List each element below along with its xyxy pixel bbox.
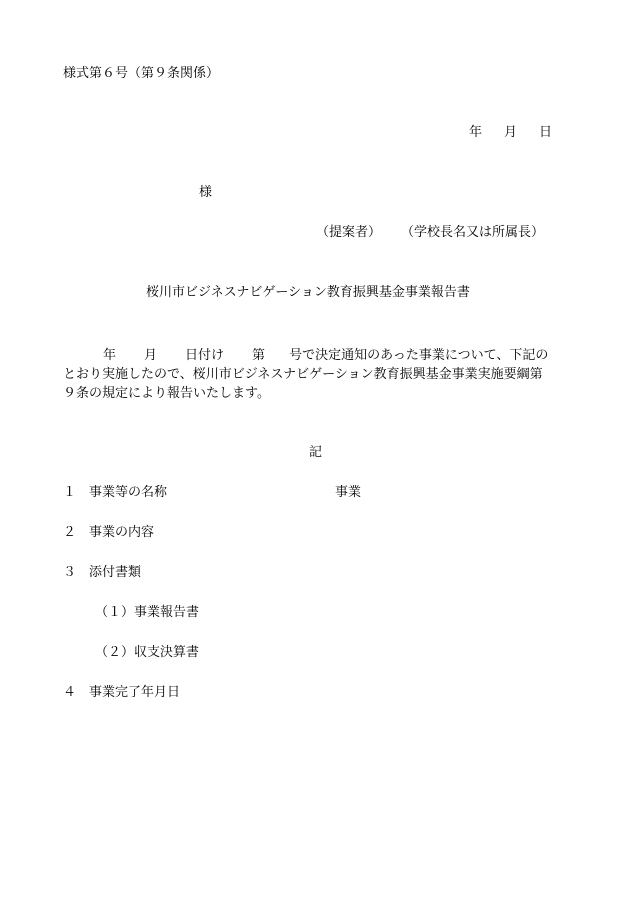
item-3 <box>63 566 141 579</box>
proposer-role: （学校長名又は所属長） <box>401 225 545 240</box>
document-title: 桜川市ビジネスナビゲーション教育振興基金事業報告書 <box>146 285 470 300</box>
body-dai: 第 <box>252 348 266 363</box>
attachment-1: （１）事業報告書 <box>95 605 200 620</box>
ki-heading: 記 <box>309 445 323 460</box>
proposer-line <box>316 226 544 239</box>
item-1-value: 事業 <box>335 485 362 500</box>
body-line-2: とおり実施したので、桜川市ビジネスナビゲーション教育振興基金事業実施要綱第 <box>63 367 543 382</box>
item-2-label: 事業の内容 <box>89 525 155 540</box>
item-1-label: 事業等の名称 <box>89 485 168 500</box>
body-paragraph <box>63 346 567 403</box>
item-3-label: 添付書類 <box>89 565 142 580</box>
body-dated: 日付け <box>185 348 225 363</box>
body-line-3: ９条の規定により報告いたします。 <box>63 386 270 401</box>
date-line <box>469 126 552 139</box>
date-month-label: 月 <box>504 125 518 140</box>
item-3-number: ３ <box>63 565 77 580</box>
item-2-number: ２ <box>63 525 77 540</box>
body-year: 年 <box>103 348 117 363</box>
proposer-label: （提案者） <box>316 225 382 240</box>
date-day-label: 日 <box>539 125 553 140</box>
item-4-number: ４ <box>63 685 77 700</box>
body-line-1-rest: 号で決定通知のあった事業について、下記の <box>289 348 549 363</box>
attachment-2: （２）収支決算書 <box>95 645 200 660</box>
item-1-number: １ <box>63 485 77 500</box>
body-line-1 <box>63 346 567 365</box>
form-number: 様式第６号（第９条関係） <box>63 66 220 81</box>
date-year-label: 年 <box>469 125 483 140</box>
item-1 <box>63 485 362 500</box>
item-4 <box>63 686 180 699</box>
body-month: 月 <box>144 348 158 363</box>
item-4-label: 事業完了年月日 <box>89 685 181 700</box>
item-2 <box>63 526 154 539</box>
addressee-suffix: 様 <box>199 185 213 200</box>
